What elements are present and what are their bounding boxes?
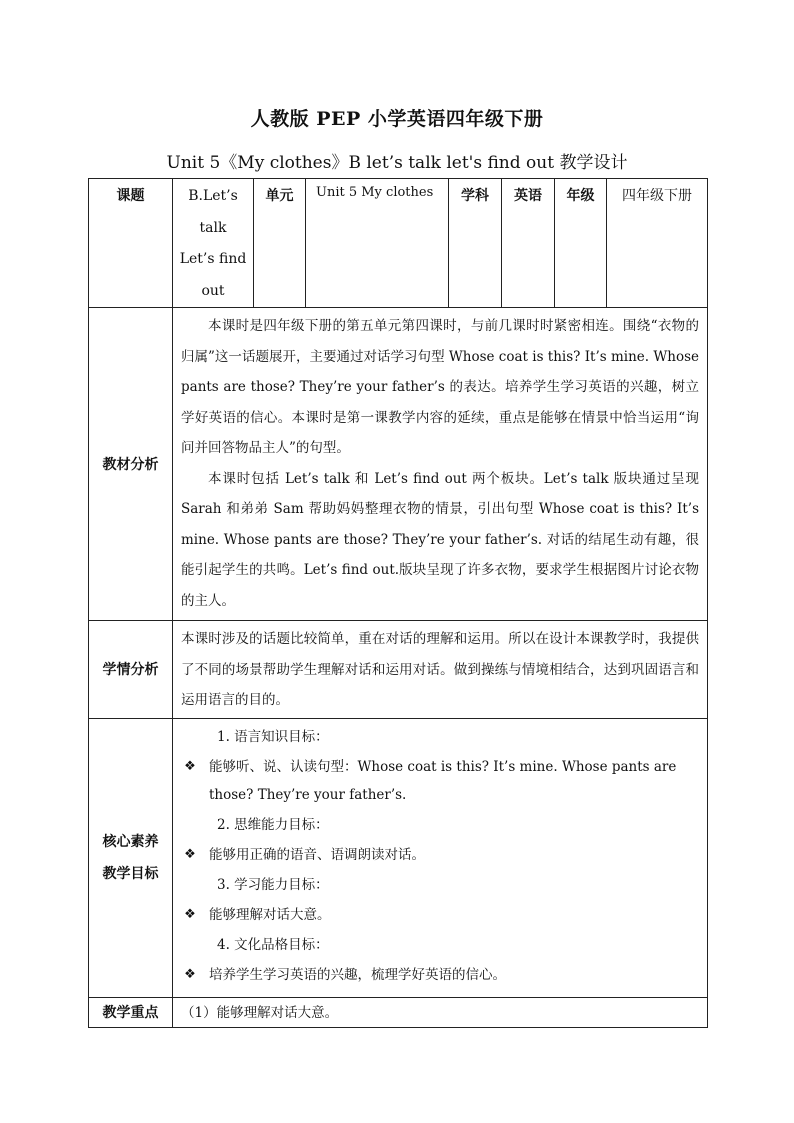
grade-value: 四年级下册 <box>607 179 708 308</box>
key-points-content: （1）能够理解对话大意。 <box>173 997 708 1027</box>
table-row <box>89 179 708 308</box>
diamond-bullet-icon: ❖ <box>184 906 196 922</box>
textbook-paragraph-2: 本课时包括 Let’s talk 和 Let’s find out 两个板块。Let’s talk 版块通过呈现 Sarah 和弟弟 Sam 帮助妈妈整理衣物的情景，引出句型 Whose coat is this? It’s mine. Whose pants are those? They’re your father’s. 对话的结尾生动有趣，很能引起学生的共鸣。Let’s find out.版块呈现了许多衣物，要求学生根据图片讨论衣物的主人。 <box>181 470 699 609</box>
key-points-label: 教学重点 <box>89 997 173 1027</box>
diamond-bullet-icon: ❖ <box>184 966 196 982</box>
diamond-bullet-icon: ❖ <box>184 758 196 774</box>
grade-label: 年级 <box>555 179 607 308</box>
goal-heading: 4. 文化品格目标： <box>217 936 329 953</box>
student-analysis-content <box>173 621 708 719</box>
table-row <box>89 308 708 621</box>
subject-label: 学科 <box>449 179 502 308</box>
topic-value: B.Let’s talk Let’s find out <box>173 179 254 308</box>
subject-value: 英语 <box>502 179 555 308</box>
textbook-analysis-content <box>173 308 708 621</box>
document-subtitle: Unit 5《My clothes》B let’s talk let's find out 教学设计 <box>166 153 628 173</box>
goal-heading: 3. 学习能力目标： <box>217 876 329 893</box>
goal-item: ❖ 能够听、说、认读句型：Whose coat is this? It’s mine. Whose pants are those? They’re your father’s. <box>181 753 699 809</box>
goal-item: ❖ 能够理解对话大意。 <box>181 901 699 929</box>
textbook-paragraph-1: 本课时是四年级下册的第五单元第四课时，与前几课时时紧密相连。围绕“衣物的归属”这一话题展开，主要通过对话学习句型 Whose coat is this? It’s mine. Whose pants are those? They’re your father’s 的表达。培养学生学习英语的兴趣，树立学好英语的信心。本课时是第一课教学内容的延续，重点是能够在情景中恰当运用“询问并回答物品主人”的句型。 <box>181 318 699 456</box>
student-analysis-label: 学情分析 <box>89 621 173 719</box>
goal-heading: 1. 语言知识目标： <box>217 728 329 745</box>
table-row <box>89 718 708 997</box>
goal-heading: 2. 思维能力目标： <box>217 816 329 833</box>
core-goals-label: 核心素养 教学目标 <box>89 718 173 997</box>
textbook-analysis-label: 教材分析 <box>89 308 173 621</box>
document-title: 人教版 PEP 小学英语四年级下册 <box>250 108 544 130</box>
table-row <box>89 621 708 719</box>
core-goals-content <box>173 718 708 997</box>
unit-value: Unit 5 My clothes <box>306 179 449 308</box>
lesson-plan-table <box>88 178 708 1028</box>
unit-label: 单元 <box>254 179 306 308</box>
goal-item: ❖ 培养学生学习英语的兴趣，梳理学好英语的信心。 <box>181 961 699 989</box>
student-analysis-text: 本课时涉及的话题比较简单，重在对话的理解和运用。所以在设计本课教学时，我提供了不同的场景帮助学生理解对话和运用对话。做到操练与情境相结合，达到巩固语言和运用语言的目的。 <box>181 631 699 708</box>
table-row <box>89 997 708 1027</box>
diamond-bullet-icon: ❖ <box>184 846 196 862</box>
topic-label: 课题 <box>89 179 173 308</box>
goal-item: ❖ 能够用正确的语音、语调朗读对话。 <box>181 841 699 869</box>
